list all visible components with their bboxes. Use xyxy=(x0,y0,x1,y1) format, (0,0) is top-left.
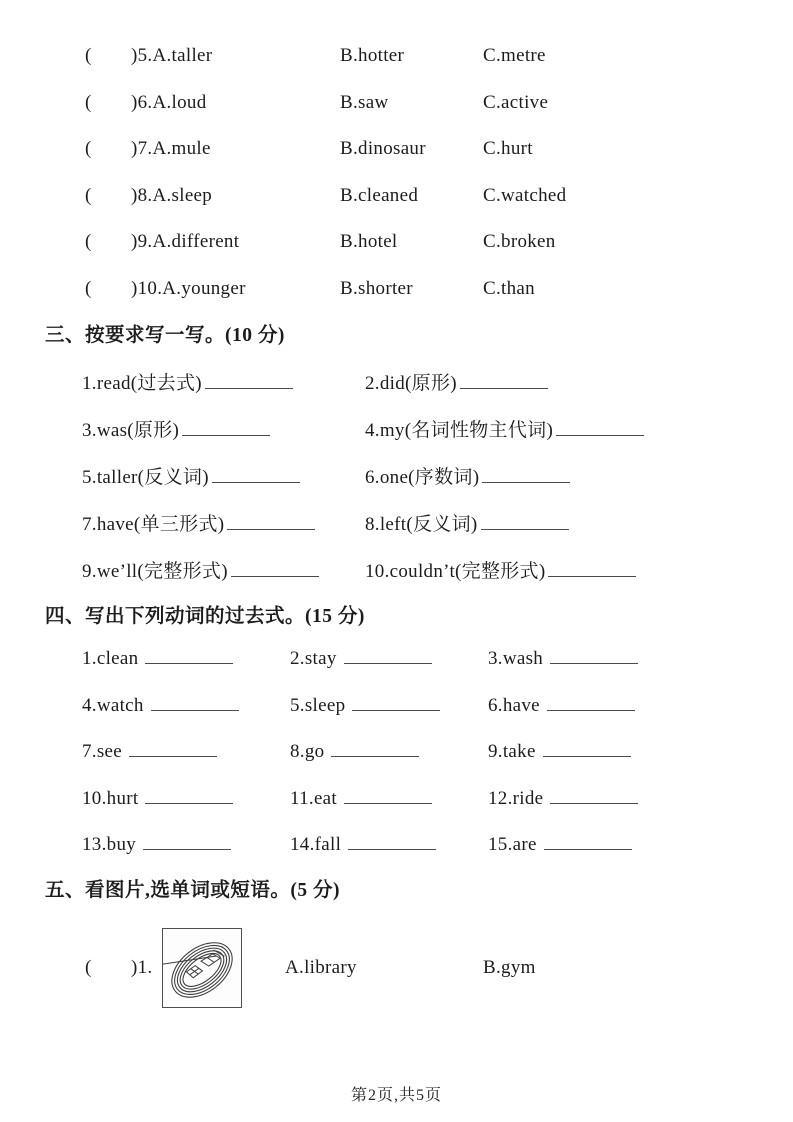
item-label: 6.have xyxy=(488,694,540,716)
question-number: )1. xyxy=(131,956,153,978)
item-label: 13.buy xyxy=(82,834,137,856)
item-label: 4.my(名词性物主代词) xyxy=(365,420,554,441)
verb-cell xyxy=(290,648,488,670)
fill-in-cell xyxy=(365,415,644,442)
option-b: B.cleaned xyxy=(340,184,419,206)
item-label: 11.eat xyxy=(290,787,337,809)
verb-row xyxy=(0,729,793,776)
fill-in-cell xyxy=(365,556,636,583)
answer-blank xyxy=(460,374,548,389)
fill-in-cell xyxy=(365,368,548,395)
option-c: C.than xyxy=(483,277,535,299)
answer-blank xyxy=(482,468,570,483)
answer-paren: ( xyxy=(85,277,92,299)
item-label: 2.stay xyxy=(290,648,337,670)
answer-blank xyxy=(344,649,432,664)
answer-blank xyxy=(550,789,638,804)
answer-blank xyxy=(145,789,233,804)
verb-row xyxy=(0,683,793,730)
item-label: 3.wash xyxy=(488,648,544,670)
verb-cell xyxy=(82,834,290,856)
item-label: 1.clean xyxy=(82,648,139,670)
answer-paren: ( xyxy=(85,138,92,160)
answer-blank xyxy=(151,696,239,711)
item-label: 15.are xyxy=(488,834,537,856)
answer-paren: ( xyxy=(85,184,92,206)
verb-cell xyxy=(290,741,488,763)
answer-blank xyxy=(227,515,315,530)
answer-blank xyxy=(331,742,419,757)
item-label: 14.fall xyxy=(290,834,342,856)
option-c: C.watched xyxy=(483,184,567,206)
running-track-image xyxy=(162,928,242,1008)
option-a: )5.A.taller xyxy=(131,45,213,67)
answer-blank xyxy=(352,696,440,711)
verb-cell xyxy=(82,695,290,717)
answer-blank xyxy=(556,421,644,436)
item-label: 5.taller(反义词) xyxy=(82,467,209,488)
fill-in-cell xyxy=(365,462,570,489)
verb-row xyxy=(0,822,793,869)
fill-in-cell xyxy=(82,509,365,536)
section-five-title: 五、看图片,选单词或短语。(5 分) xyxy=(45,879,340,901)
answer-blank xyxy=(231,562,319,577)
fill-in-cell xyxy=(82,462,365,489)
item-label: 9.we’ll(完整形式) xyxy=(82,561,228,582)
item-label: 10.couldn’t(完整形式) xyxy=(365,561,546,582)
option-c: C.metre xyxy=(483,45,546,67)
answer-paren: ( xyxy=(85,91,92,113)
answer-blank xyxy=(481,515,569,530)
item-label: 10.hurt xyxy=(82,787,139,809)
verb-cell xyxy=(488,834,632,856)
answer-blank xyxy=(212,468,300,483)
answer-blank xyxy=(543,742,631,757)
fill-in-row xyxy=(0,499,793,546)
option-b: B.hotel xyxy=(340,231,398,253)
option-a: )6.A.loud xyxy=(131,91,207,113)
option-a: )9.A.different xyxy=(131,231,240,253)
item-label: 6.one(序数词) xyxy=(365,467,480,488)
fill-in-cell xyxy=(82,415,365,442)
verb-cell xyxy=(290,695,488,717)
option-b: B.hotter xyxy=(340,45,405,67)
item-label: 3.was(原形) xyxy=(82,420,180,441)
option-c: C.hurt xyxy=(483,138,533,160)
option-b: B.saw xyxy=(340,91,389,113)
verb-cell xyxy=(488,741,631,763)
verb-cell xyxy=(82,741,290,763)
answer-paren: ( xyxy=(85,231,92,253)
page-footer: 第2页,共5页 xyxy=(350,1087,442,1104)
item-label: 8.go xyxy=(290,741,325,763)
answer-blank xyxy=(143,835,231,850)
answer-paren: ( xyxy=(85,956,92,978)
verb-cell xyxy=(290,834,488,856)
verb-cell xyxy=(82,788,290,810)
mc-question-row xyxy=(0,173,793,220)
answer-blank xyxy=(348,835,436,850)
answer-blank xyxy=(550,649,638,664)
fill-in-row xyxy=(0,452,793,499)
picture-question-row xyxy=(0,928,793,1008)
section-three-title: 三、按要求写一写。(10 分) xyxy=(45,325,285,346)
answer-blank xyxy=(547,696,635,711)
fill-in-cell xyxy=(365,509,569,536)
answer-blank xyxy=(205,374,293,389)
verb-cell xyxy=(290,788,488,810)
fill-in-cell xyxy=(82,556,365,583)
verb-cell xyxy=(488,648,638,670)
fill-in-row xyxy=(0,358,793,405)
item-label: 12.ride xyxy=(488,787,544,809)
answer-paren: ( xyxy=(85,45,92,67)
mc-question-row xyxy=(0,219,793,266)
mc-question-row xyxy=(0,33,793,80)
item-label: 4.watch xyxy=(82,694,144,716)
fill-in-row xyxy=(0,546,793,593)
verb-row xyxy=(0,636,793,683)
verb-cell xyxy=(488,695,635,717)
mc-question-row xyxy=(0,80,793,127)
multiple-choice-section xyxy=(0,0,793,312)
item-label: 2.did(原形) xyxy=(365,373,457,394)
answer-blank xyxy=(548,562,636,577)
item-label: 7.see xyxy=(82,741,123,763)
answer-blank xyxy=(129,742,217,757)
answer-blank xyxy=(182,421,270,436)
item-label: 7.have(单三形式) xyxy=(82,514,225,535)
fill-in-cell xyxy=(82,368,365,395)
option-b: B.shorter xyxy=(340,277,413,299)
fill-in-row xyxy=(0,405,793,452)
item-label: 5.sleep xyxy=(290,694,346,716)
option-b: B.gym xyxy=(483,956,536,978)
option-c: C.active xyxy=(483,91,549,113)
option-a: )10.A.younger xyxy=(131,277,246,299)
option-a: )8.A.sleep xyxy=(131,184,213,206)
answer-blank xyxy=(145,649,233,664)
verb-cell xyxy=(488,788,638,810)
option-c: C.broken xyxy=(483,231,556,253)
option-b: B.dinosaur xyxy=(340,138,426,160)
section-four-body xyxy=(0,636,793,869)
answer-blank xyxy=(544,835,632,850)
mc-question-row xyxy=(0,266,793,313)
verb-row xyxy=(0,776,793,823)
section-three-body xyxy=(0,358,793,593)
option-a: )7.A.mule xyxy=(131,138,211,160)
answer-blank xyxy=(344,789,432,804)
item-label: 1.read(过去式) xyxy=(82,373,202,394)
item-label: 8.left(反义词) xyxy=(365,514,478,535)
option-a: A.library xyxy=(285,956,357,978)
item-label: 9.take xyxy=(488,741,536,763)
mc-question-row xyxy=(0,126,793,173)
verb-cell xyxy=(82,648,290,670)
section-four-title: 四、写出下列动词的过去式。(15 分) xyxy=(45,606,365,627)
